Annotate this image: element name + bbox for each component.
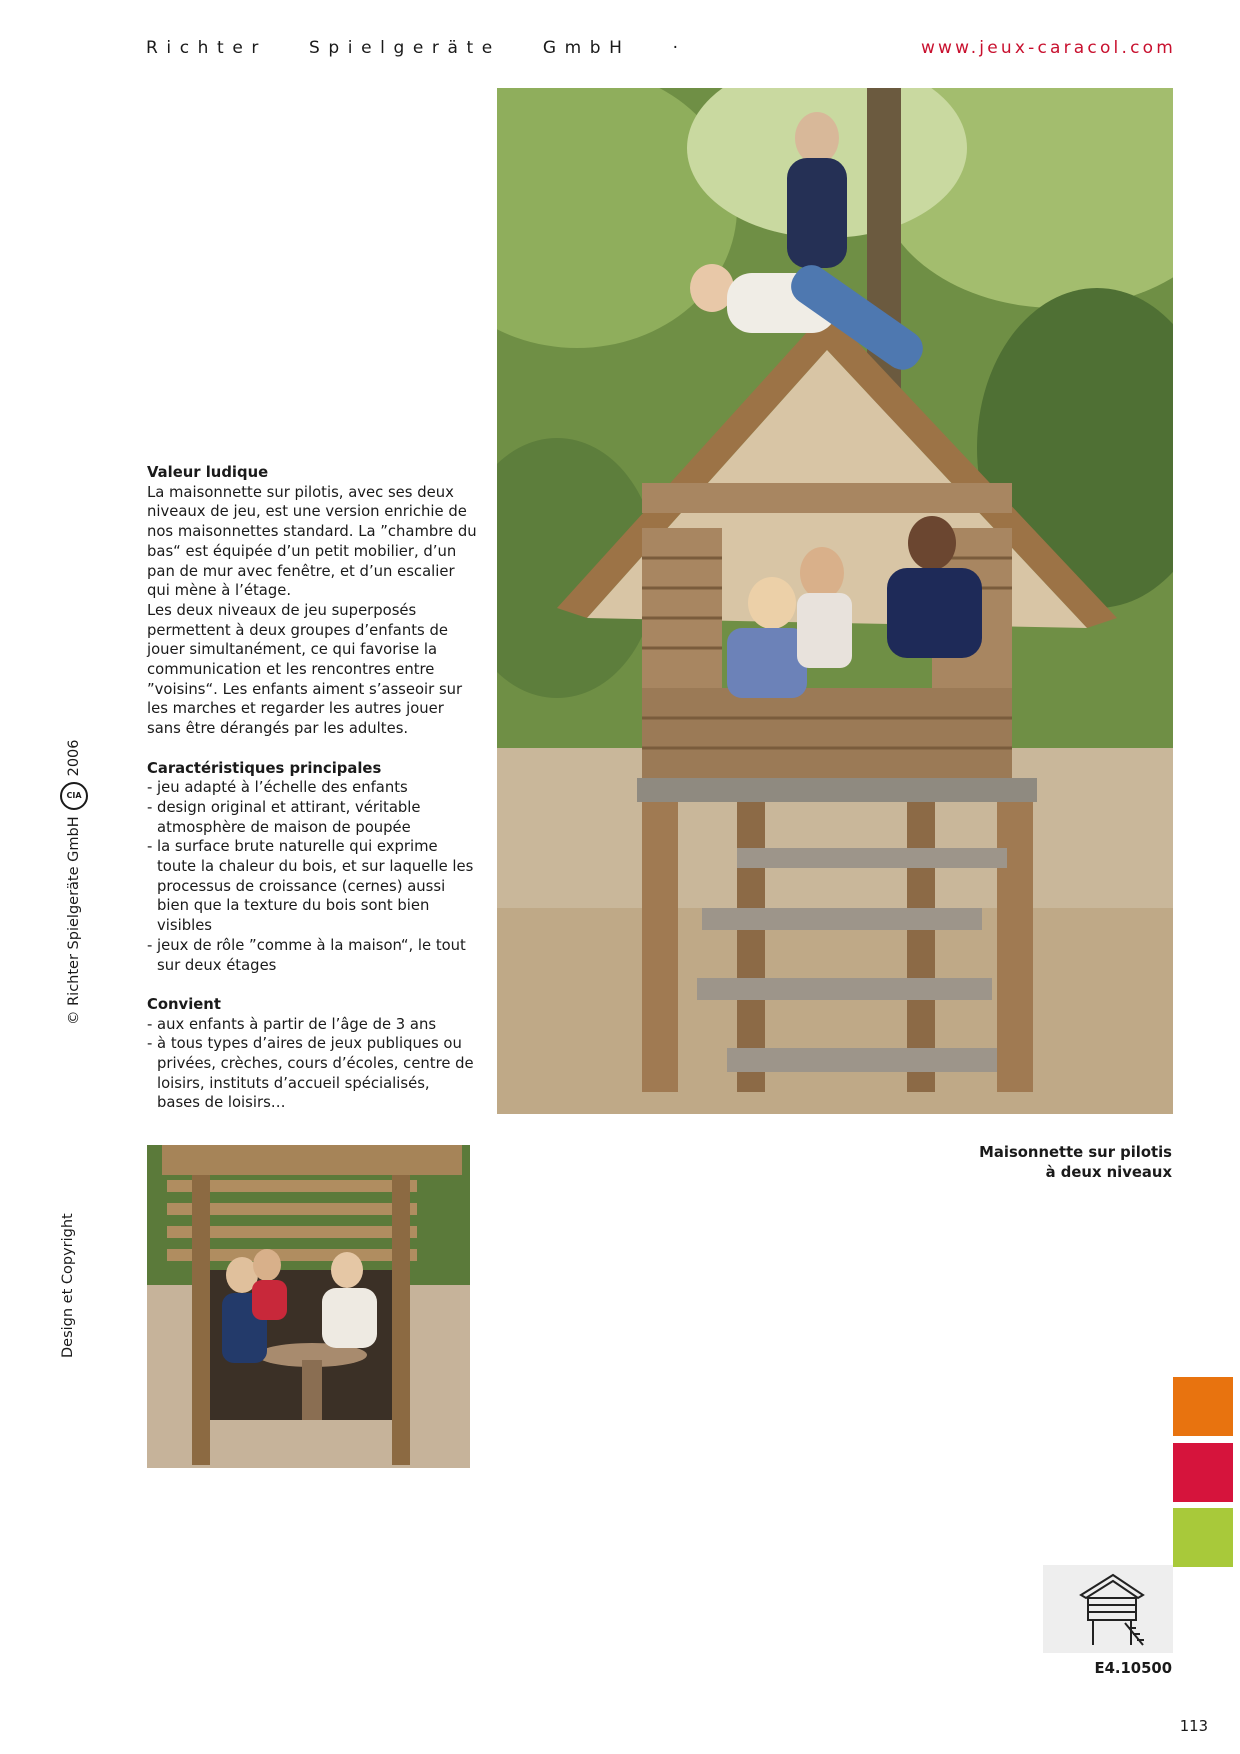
section-title-caracteristiques: Caractéristiques principales [147, 759, 382, 777]
list-item: - design original et attirant, véritable atmosphère de maison de poupée [147, 798, 477, 837]
header-url[interactable]: www.jeux-caracol.com [920, 38, 1176, 58]
color-swatch-orange [1173, 1377, 1233, 1436]
secondary-photo-children-table [147, 1145, 470, 1468]
caption-line: à deux niveaux [1045, 1163, 1172, 1181]
product-drawing-icon [1043, 1565, 1173, 1653]
color-swatch-red [1173, 1443, 1233, 1502]
list-item: - jeu adapté à l’échelle des enfants [147, 778, 477, 798]
list-item: - aux enfants à partir de l’âge de 3 ans [147, 1015, 477, 1035]
section-title-convient: Convient [147, 995, 221, 1013]
photo-caption [979, 1143, 1172, 1182]
caption-line: Maisonnette sur pilotis [979, 1144, 1172, 1161]
valeur-body [147, 483, 477, 739]
description-column [147, 463, 477, 1113]
valeur-paragraph: Les deux niveaux de jeu superposés permettent à deux groupes d’enfants de jouer simultanément, ce qui favorise la communication et les rencontres entre ”voisins“. Les enfants aiment s’asseoir sur les marches et regarder les autres jouer sans être dérangés par les adultes. [147, 601, 463, 738]
page-number: 113 [1179, 1718, 1208, 1735]
company-logo-icon: CIA [60, 782, 88, 810]
valeur-paragraph: La maisonnette sur pilotis, avec ses deux niveaux de jeu, est une version enrichie de nos maisonnettes standard. La ”chambre du bas“ est équipée d’un petit mobilier, d’un pan de mur avec fenêtre, et d’un escalier qui mène à l’étage. [147, 483, 477, 600]
caracteristiques-list [147, 778, 477, 975]
convient-list [147, 1015, 477, 1114]
list-item: - la surface brute naturelle qui exprime toute la chaleur du bois, et sur laquelle les processus de croissance (cernes) aussi bien que la texture du bois sont bien visibles [147, 837, 477, 936]
header-brand: Richter Spielgeräte GmbH · [146, 38, 687, 58]
vertical-copyright-notice [60, 740, 88, 1026]
main-photo-playhouse [497, 88, 1173, 1114]
section-title-valeur: Valeur ludique [147, 464, 269, 481]
copyright-text: © Richter Spielgeräte GmbH [66, 816, 82, 1025]
copyright-year: 2006 [66, 739, 82, 777]
product-code: E4.10500 [1094, 1660, 1172, 1677]
color-swatch-green [1173, 1508, 1233, 1567]
list-item: - jeux de rôle ”comme à la maison“, le tout sur deux étages [147, 936, 477, 975]
vertical-design-label: Design et Copyright [60, 1213, 76, 1358]
list-item: - à tous types d’aires de jeux publiques ou privées, crèches, cours d’écoles, centre de loisirs, instituts d’accueil spécialisés, bases de loisirs… [147, 1034, 477, 1113]
